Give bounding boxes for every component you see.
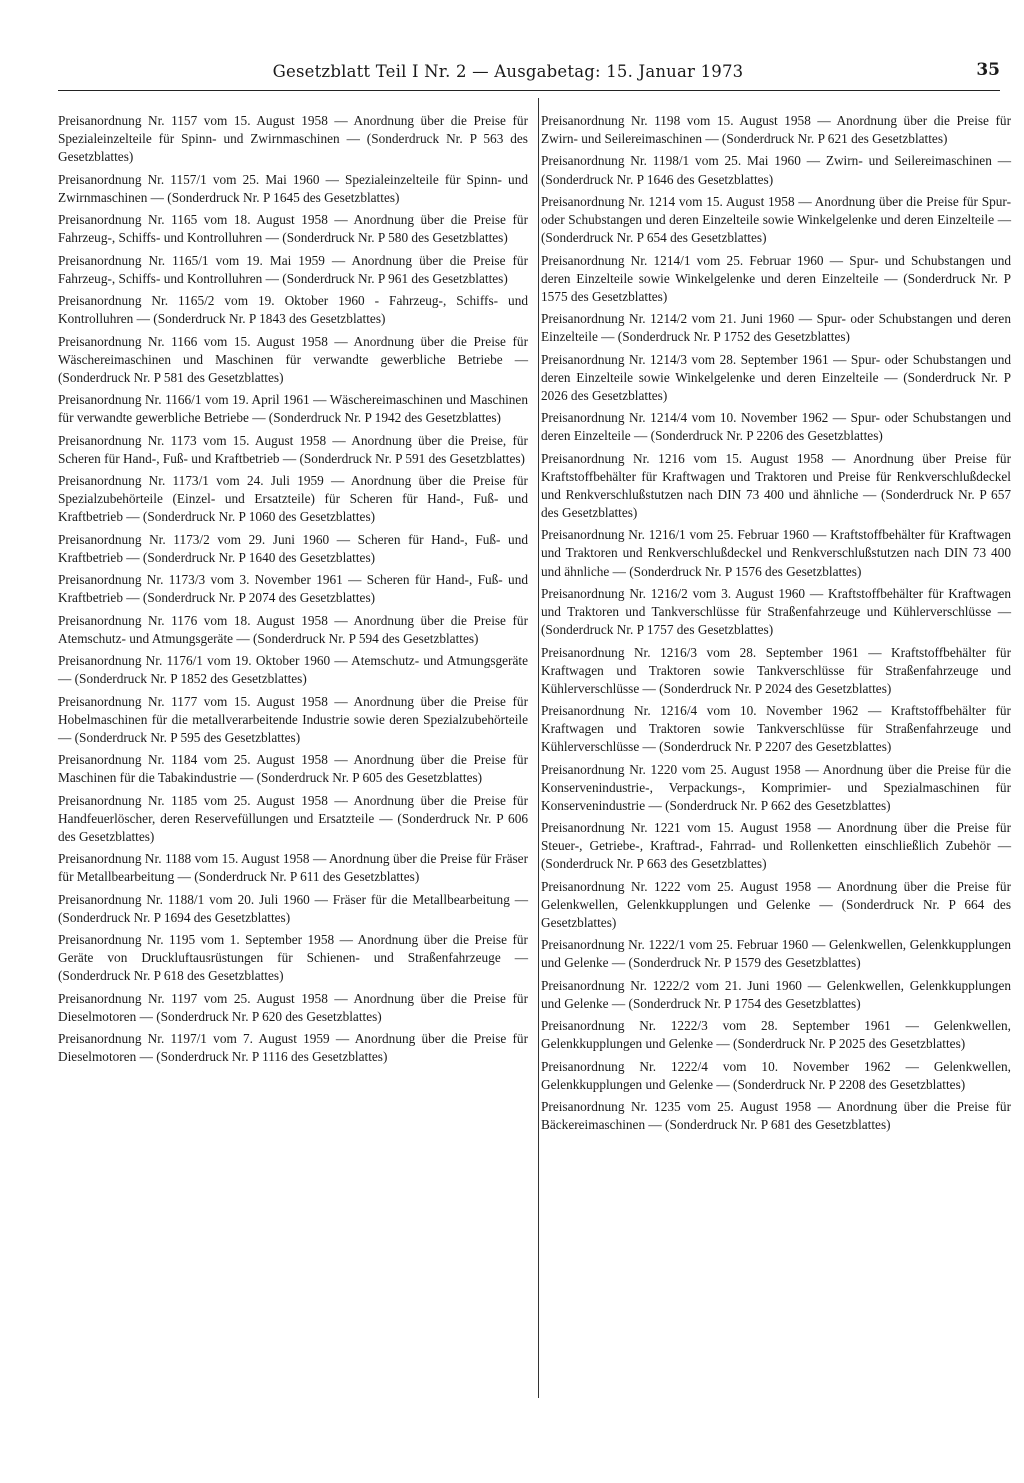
price-order-entry: Preisanordnung Nr. 1184 vom 25. August 1958 — Anordnung über die Preise für Maschinen für die Tabakindustrie — (Sonderdruck Nr. P 605 des Gesetzblattes) xyxy=(58,752,528,786)
price-order-entry: Preisanordnung Nr. 1197/1 vom 7. August 1959 — Anordnung über die Preise für Dieselmotoren — (Sonderdruck Nr. P 1116 des Gesetzblattes) xyxy=(58,1031,528,1065)
price-order-entry: Preisanordnung Nr. 1216/1 vom 25. Februar 1960 — Kraftstoffbehälter für Kraftwagen und Traktoren und Renkverschlußdeckel und Renkverschlußstutzen nach DIN 73 400 und ähnliche — (Sonderdruck Nr. P 1576 des Gesetzblattes) xyxy=(541,527,1011,579)
column-divider xyxy=(538,98,539,1398)
price-order-entry: Preisanordnung Nr. 1166/1 vom 19. April 1961 — Wäschereimaschinen und Maschinen für verwandte gewerbliche Betriebe — (Sonderdruck Nr. P 1942 des Gesetzblattes) xyxy=(58,392,528,426)
price-order-entry: Preisanordnung Nr. 1216/3 vom 28. September 1961 — Kraftstoffbehälter für Kraftwagen und Traktoren sowie Tankverschlüsse für Straßenfahrzeuge und Kühlerverschlüsse — (Sonderdruck Nr. P 2024 des Gesetzblattes) xyxy=(541,644,1011,696)
price-order-entry: Preisanordnung Nr. 1173/2 vom 29. Juni 1960 — Scheren für Hand-, Fuß- und Kraftbetrieb — (Sonderdruck Nr. P 1640 des Gesetzblattes) xyxy=(58,531,528,565)
price-order-entry: Preisanordnung Nr. 1222/1 vom 25. Februar 1960 — Gelenkwellen, Gelenkkupplungen und Gelenke — (Sonderdruck Nr. P 1579 des Gesetzblattes) xyxy=(541,937,1011,971)
price-order-entry: Preisanordnung Nr. 1188/1 vom 20. Juli 1960 — Fräser für die Metallbearbeitung — (Sonderdruck Nr. P 1694 des Gesetzblattes) xyxy=(58,891,528,925)
price-order-entry: Preisanordnung Nr. 1165/1 vom 19. Mai 1959 — Anordnung über die Preise für Fahrzeug-, Schiffs- und Kontrolluhren — (Sonderdruck Nr. P 961 des Gesetzblattes) xyxy=(58,252,528,286)
price-order-entry: Preisanordnung Nr. 1216/4 vom 10. November 1962 — Kraftstoffbehälter für Kraftwagen und Traktoren sowie Tankverschlüsse für Straßenfahrzeuge und Kühlerverschlüsse — (Sonderdruck Nr. P 2207 des Gesetzblattes) xyxy=(541,703,1011,755)
price-order-entry: Preisanordnung Nr. 1157 vom 15. August 1958 — Anordnung über die Preise für Spezialeinzelteile für Spinn- und Zwirnmaschinen — (Sonderdruck Nr. P 563 des Gesetzblattes) xyxy=(58,113,528,165)
price-order-entry: Preisanordnung Nr. 1216/2 vom 3. August 1960 — Kraftstoffbehälter für Kraftwagen und Traktoren und Tankverschlüsse für Straßenfahrzeuge und Kühlerverschlüsse — (Sonderdruck Nr. P 1757 des Gesetzblattes) xyxy=(541,585,1011,638)
price-order-entry: Preisanordnung Nr. 1176/1 vom 19. Oktober 1960 — Atemschutz- und Atmungsgeräte — (Sonderdruck Nr. P 1852 des Gesetzblattes) xyxy=(58,653,528,687)
price-order-entry: Preisanordnung Nr. 1173 vom 15. August 1958 — Anordnung über die Preise, für Scheren für Hand-, Fuß- und Kraftbetrieb — (Sonderdruck Nr. P 591 des Gesetzblattes) xyxy=(58,432,528,466)
price-order-entry: Preisanordnung Nr. 1185 vom 25. August 1958 — Anordnung über die Preise für Handfeuerlöscher, deren Reservefüllungen und Ersatzteile — (Sonderdruck Nr. P 606 des Gesetzblattes) xyxy=(58,792,528,844)
price-order-entry: Preisanordnung Nr. 1176 vom 18. August 1958 — Anordnung über die Preise für Atemschutz- und Atmungsgeräte — (Sonderdruck Nr. P 594 des Gesetzblattes) xyxy=(58,612,528,646)
price-order-entry: Preisanordnung Nr. 1220 vom 25. August 1958 — Anordnung über die Preise für die Konservenindustrie-, Verpackungs-, Komprimier- und Spezialmaschinen für Konservenindustrie — (Sonderdruck Nr. P 662 des Gesetzblattes) xyxy=(541,761,1011,813)
price-order-entry: Preisanordnung Nr. 1216 vom 15. August 1958 — Anordnung über Preise für Kraftstoffbehälter für Kraftwagen und Traktoren und Preise für Renkverschlußdeckel und Renkverschlußstutzen nach DIN 73 400 und ähnliche — (Sonderdruck Nr. P 657 des Gesetzblattes) xyxy=(541,450,1011,520)
price-order-entry: Preisanordnung Nr. 1173/1 vom 24. Juli 1959 — Anordnung über die Preise für Spezialzubehörteile (Einzel- und Ersatzteile) für Scheren für Hand-, Fuß- und Kraftbetrieb — (Sonderdruck Nr. P 1060 des Gesetzblattes) xyxy=(58,473,528,525)
price-order-entry: Preisanordnung Nr. 1222/3 vom 28. September 1961 — Gelenkwellen, Gelenkkupplungen und Gelenke — (Sonderdruck Nr. P 2025 des Gesetzblattes) xyxy=(541,1018,1011,1052)
right-column xyxy=(541,112,1011,1139)
price-order-entry: Preisanordnung Nr. 1235 vom 25. August 1958 — Anordnung über die Preise für Bäckereimaschinen — (Sonderdruck Nr. P 681 des Gesetzblattes) xyxy=(541,1099,1011,1133)
price-order-entry: Preisanordnung Nr. 1157/1 vom 25. Mai 1960 — Spezialeinzelteile für Spinn- und Zwirnmaschinen — (Sonderdruck Nr. P 1645 des Gesetzblattes) xyxy=(58,171,528,205)
price-order-entry: Preisanordnung Nr. 1214/1 vom 25. Februar 1960 — Spur- und Schubstangen und deren Einzelteile sowie Winkelgelenke und deren Einzelteile — (Sonderdruck Nr. P 1575 des Gesetzblattes) xyxy=(541,252,1011,304)
price-order-entry: Preisanordnung Nr. 1214/4 vom 10. November 1962 — Spur- oder Schubstangen und deren Einzelteile — (Sonderdruck Nr. P 2206 des Gesetzblattes) xyxy=(541,410,1011,444)
price-order-entry: Preisanordnung Nr. 1195 vom 1. September 1958 — Anordnung über die Preise für Geräte von Druckluftausrüstungen für Schienen- und Straßenfahrzeuge — (Sonderdruck Nr. P 618 des Gesetzblattes) xyxy=(58,932,528,984)
price-order-entry: Preisanordnung Nr. 1177 vom 15. August 1958 — Anordnung über die Preise für Hobelmaschinen für die metallverarbeitende Industrie sowie deren Spezialzubehörteile — (Sonderdruck Nr. P 595 des Gesetzblattes) xyxy=(58,693,528,745)
price-order-entry: Preisanordnung Nr. 1165/2 vom 19. Oktober 1960 - Fahrzeug-, Schiffs- und Kontrolluhren — (Sonderdruck Nr. P 1843 des Gesetzblattes) xyxy=(58,293,528,327)
page-header xyxy=(58,60,1000,94)
running-head: Gesetzblatt Teil I Nr. 2 — Ausgabetag: 15. Januar 1973 xyxy=(272,62,744,81)
price-order-entry: Preisanordnung Nr. 1166 vom 15. August 1958 — Anordnung über die Preise für Wäschereimaschinen und Maschinen für verwandte gewerbliche Betriebe — (Sonderdruck Nr. P 581 des Gesetzblattes) xyxy=(58,333,528,385)
price-order-entry: Preisanordnung Nr. 1214 vom 15. August 1958 — Anordnung über die Preise für Spur- oder Schubstangen und deren Einzelteile sowie Winkelgelenke und deren Einzelteile — (Sonderdruck Nr. P 654 des Gesetzblattes) xyxy=(541,193,1011,246)
price-order-entry: Preisanordnung Nr. 1214/2 vom 21. Juni 1960 — Spur- oder Schubstangen und deren Einzelteile — (Sonderdruck Nr. P 1752 des Gesetzblattes) xyxy=(541,311,1011,345)
price-order-entry: Preisanordnung Nr. 1197 vom 25. August 1958 — Anordnung über die Preise für Dieselmotoren — (Sonderdruck Nr. P 620 des Gesetzblattes) xyxy=(58,990,528,1024)
price-order-entry: Preisanordnung Nr. 1222/4 vom 10. November 1962 — Gelenkwellen, Gelenkkupplungen und Gelenke — (Sonderdruck Nr. P 2208 des Gesetzblattes) xyxy=(541,1058,1011,1092)
price-order-entry: Preisanordnung Nr. 1214/3 vom 28. September 1961 — Spur- oder Schubstangen und deren Einzelteile sowie Winkelgelenke und deren Einzelteile — (Sonderdruck Nr. P 2026 des Gesetzblattes) xyxy=(541,351,1011,403)
price-order-entry: Preisanordnung Nr. 1165 vom 18. August 1958 — Anordnung über die Preise für Fahrzeug-, Schiffs- und Kontrolluhren — (Sonderdruck Nr. P 580 des Gesetzblattes) xyxy=(58,212,528,246)
price-order-entry: Preisanordnung Nr. 1173/3 vom 3. November 1961 — Scheren für Hand-, Fuß- und Kraftbetrieb — (Sonderdruck Nr. P 2074 des Gesetzblattes) xyxy=(58,572,528,606)
page-number: 35 xyxy=(976,60,1000,80)
price-order-entry: Preisanordnung Nr. 1188 vom 15. August 1958 — Anordnung über die Preise für Fräser für Metallbearbeitung — (Sonderdruck Nr. P 611 des Gesetzblattes) xyxy=(58,851,528,885)
header-rule xyxy=(58,90,1000,91)
price-order-entry: Preisanordnung Nr. 1222 vom 25. August 1958 — Anordnung über die Preise für Gelenkwellen, Gelenkkupplungen und Gelenke — (Sonderdruck Nr. P 664 des Gesetzblattes) xyxy=(541,878,1011,930)
left-column xyxy=(58,112,528,1071)
price-order-entry: Preisanordnung Nr. 1198 vom 15. August 1958 — Anordnung über die Preise für Zwirn- und Seilereimaschinen — (Sonderdruck Nr. P 621 des Gesetzblattes) xyxy=(541,113,1011,147)
price-order-entry: Preisanordnung Nr. 1221 vom 15. August 1958 — Anordnung über die Preise für Steuer-, Getriebe-, Kraftrad-, Fahrrad- und Rollenketten einschließlich Zubehör — (Sonderdruck Nr. P 663 des Gesetzblattes) xyxy=(541,820,1011,872)
price-order-entry: Preisanordnung Nr. 1198/1 vom 25. Mai 1960 — Zwirn- und Seilereimaschinen — (Sonderdruck Nr. P 1646 des Gesetzblattes) xyxy=(541,153,1011,187)
price-order-entry: Preisanordnung Nr. 1222/2 vom 21. Juni 1960 — Gelenkwellen, Gelenkkupplungen und Gelenke — (Sonderdruck Nr. P 1754 des Gesetzblattes) xyxy=(541,977,1011,1011)
